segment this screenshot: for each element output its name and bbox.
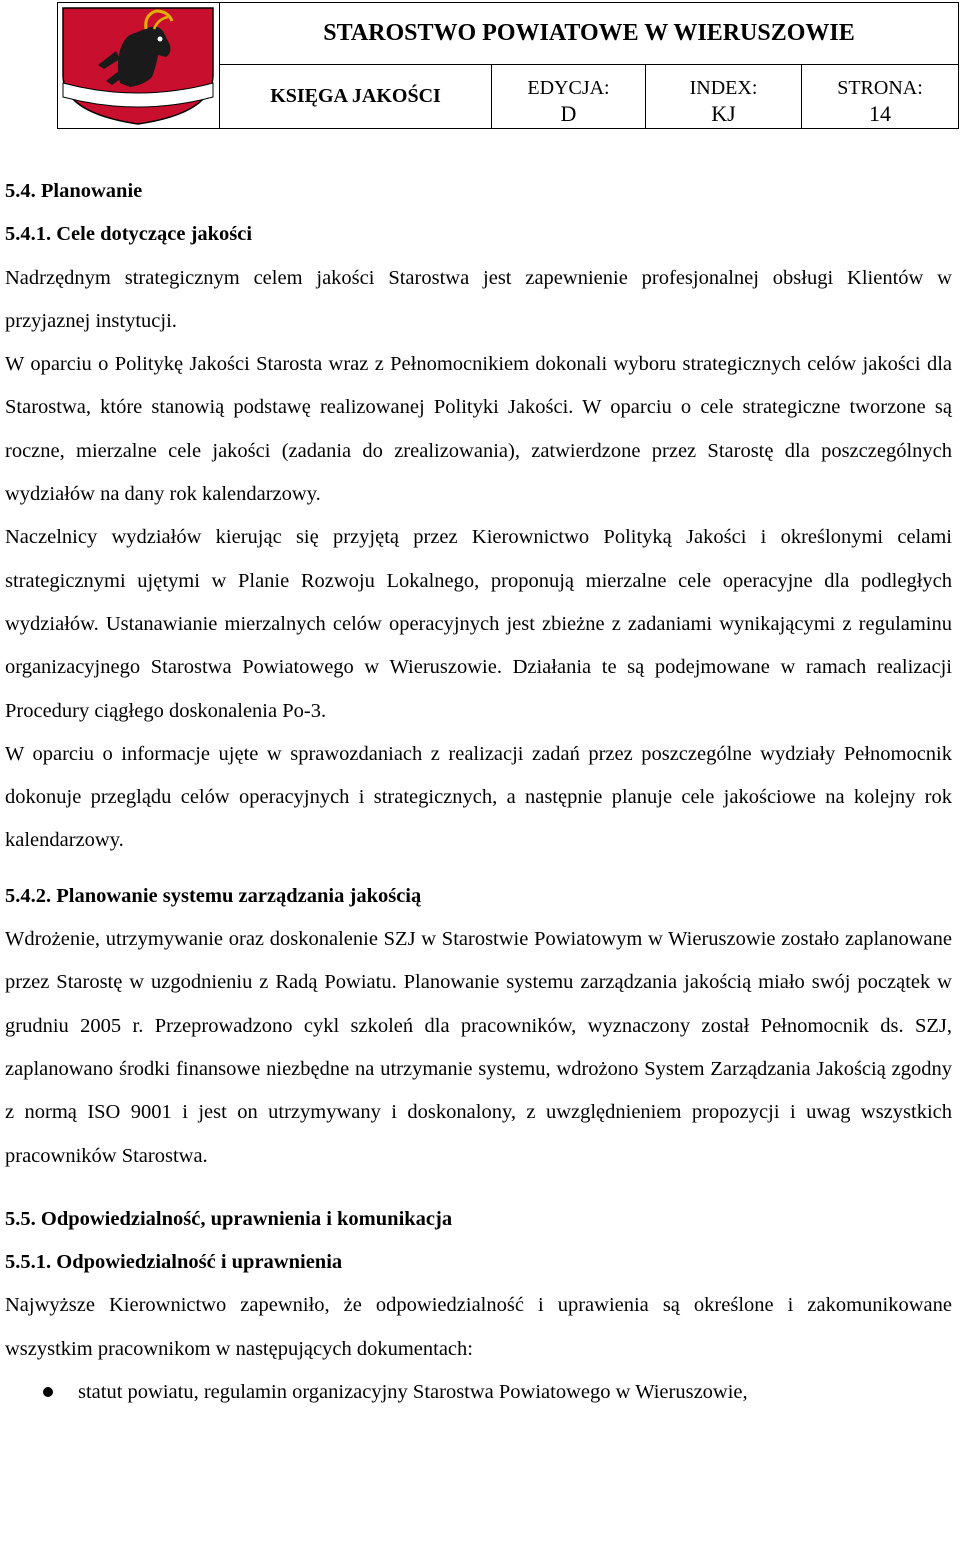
index-value: KJ (711, 101, 736, 126)
subsection-heading: 5.4.2. Planowanie systemu zarządzania jakością (5, 884, 422, 907)
paragraph: Wdrożenie, utrzymywanie oraz doskonalenie SZJ w Starostwie Powiatowym w Wieruszowie zostało zaplanowane przez Starostę w uzgodnieniu z Radą Powiatu. Planowanie systemu zarządzania jakością miało swój początek w grudniu 2005 r. Przeprowadzono cykl szkoleń dla pracowników, wyznaczony został Pełnomocnik ds. SZJ, zaplanowano środki finansowe niezbędne na utrzymanie systemu, wdrożono System Zarządzania Jakością zgodny z normą ISO 9001 i jest on utrzymywany i doskonalony, z uwzględnieniem propozycji i uwag wszystkich pracowników Starostwa. (5, 928, 952, 1167)
edition-cell (492, 65, 646, 128)
coat-of-arms-icon (60, 5, 216, 126)
subsection-heading: 5.4.1. Cele dotyczące jakości (5, 223, 253, 246)
office-title: STAROSTWO POWIATOWE W WIERUSZOWIE (220, 3, 958, 65)
page-number: 14 (869, 101, 891, 126)
index-cell (646, 65, 802, 128)
list-item (5, 1371, 952, 1414)
index-label: INDEX: (689, 77, 758, 99)
book-title: KSIĘGA JAKOŚCI (220, 65, 492, 128)
section-heading: 5.5. Odpowiedzialność, uprawnienia i komunikacja (5, 1207, 453, 1230)
page-label: STRONA: (837, 77, 923, 99)
bullet-list (5, 1371, 952, 1414)
logo-cell (58, 3, 220, 128)
list-item-text: statut powiatu, regulamin organizacyjny Starostwa Powiatowego w Wieruszowie, (78, 1381, 748, 1404)
subsection-heading: 5.5.1. Odpowiedzialność i uprawnienia (5, 1251, 343, 1274)
section-heading: 5.4. Planowanie (5, 180, 143, 202)
edition-label: EDYCJA: (527, 77, 610, 99)
edition-value: D (560, 101, 577, 126)
paragraph: W oparciu o Politykę Jakości Starosta wraz z Pełnomocnikiem dokonali wyboru strategicznych celów jakości dla Starostwa, które stanowią podstawę realizowanej Polityki Jakości. W oparciu o cele strategiczne tworzone są roczne, mierzalne cele jakości (zadania do zrealizowania), zatwierdzone przez Starostę dla poszczególnych wydziałów na dany rok kalendarzowy. (5, 353, 952, 506)
paragraph: Naczelnicy wydziałów kierując się przyjętą przez Kierownictwo Polityką Jakości i określonymi celami strategicznymi ujętymi w Planie Rozwoju Lokalnego, proponują mierzalne cele operacyjne dla podległych wydziałów. Ustanawianie mierzalnych celów operacyjnych jest zbieżne z zadaniami wynikającymi z regulaminu organizacyjnego Starostwa Powiatowego w Wieruszowie. Działania te są podejmowane w ramach realizacji Procedury ciągłego doskonalenia Po-3. (5, 526, 952, 722)
paragraph: Nadrzędnym strategicznym celem jakości Starostwa jest zapewnienie profesjonalnej obsługi Klientów w przyjaznej instytucji. (5, 266, 952, 332)
paragraph: Najwyższe Kierownictwo zapewniło, że odpowiedzialność i uprawienia są określone i zakomunikowane wszystkim pracownikom w następujących dokumentach: (5, 1294, 952, 1360)
page-cell (802, 65, 958, 128)
paragraph: W oparciu o informacje ujęte w sprawozdaniach z realizacji zadań przez poszczególne wydziały Pełnomocnik dokonuje przeglądu celów operacyjnych i strategicznych, a następnie planuje cele jakościowe na kolejny rok kalendarzowy. (5, 742, 952, 852)
document-body (5, 170, 952, 1414)
bullet-icon (43, 1387, 53, 1397)
document-header (57, 2, 959, 129)
